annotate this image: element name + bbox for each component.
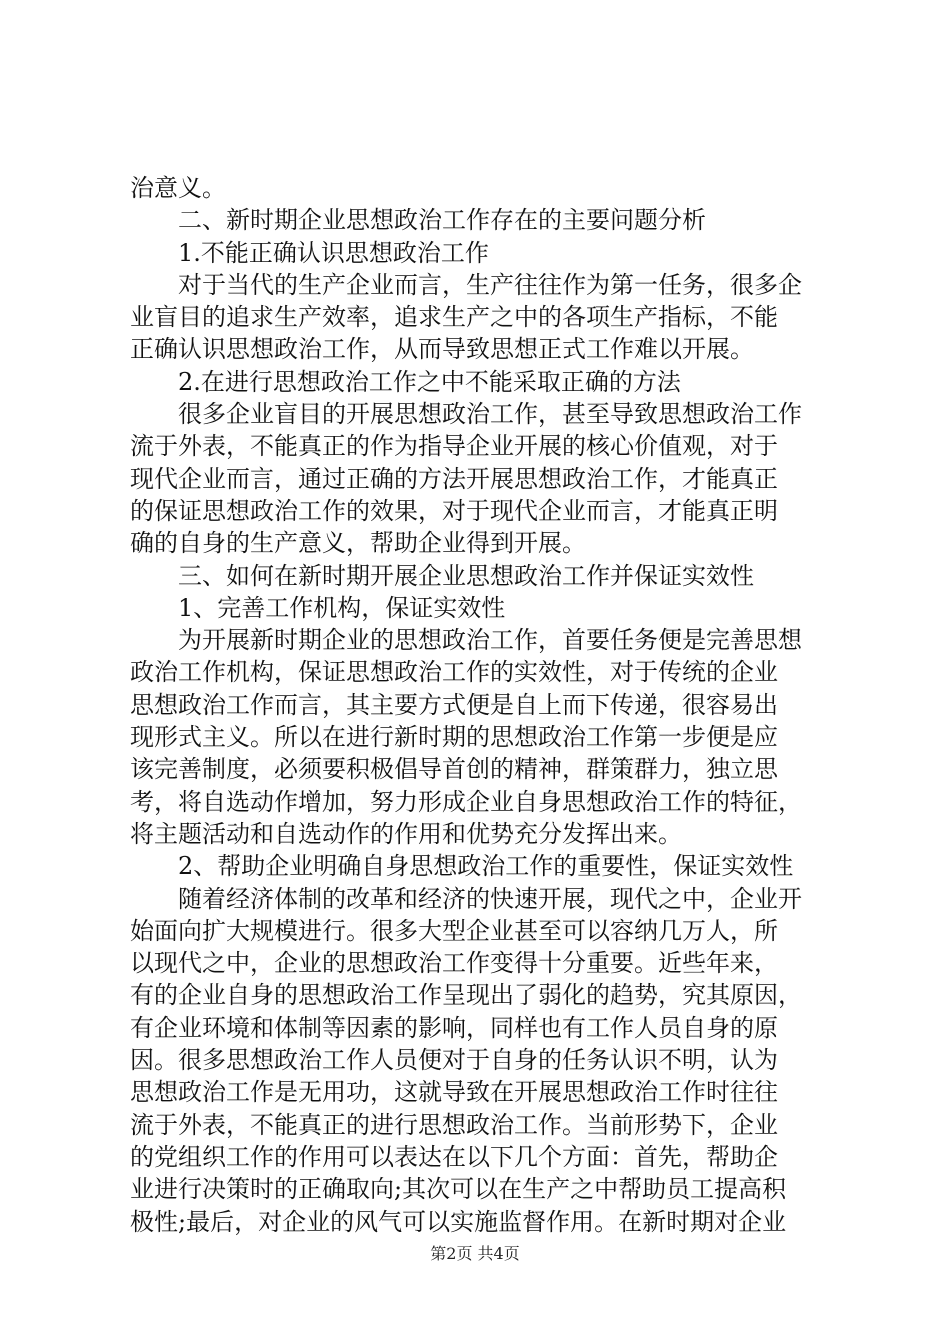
section-heading: 二、新时期企业思想政治工作存在的主要问题分析 (178, 206, 706, 235)
body-line: 业盲目的追求生产效率，追求生产之中的各项生产指标，不能 (130, 303, 778, 332)
body-line: 正确认识思想政治工作，从而导致思想正式工作难以开展。 (130, 335, 754, 364)
subsection-heading: 2、帮助企业明确自身思想政治工作的重要性，保证实效性 (178, 852, 794, 881)
body-line: 流于外表，不能真正的进行思想政治工作。当前形势下，企业 (130, 1110, 778, 1139)
page-footer (0, 1244, 950, 1264)
body-line: 思想政治工作是无用功，这就导致在开展思想政治工作时往往 (130, 1078, 778, 1107)
body-line: 流于外表，不能真正的作为指导企业开展的核心价值观，对于 (130, 432, 778, 461)
body-line: 该完善制度，必须要积极倡导首创的精神，群策群力，独立思 (130, 755, 778, 784)
body-line: 以现代之中，企业的思想政治工作变得十分重要。近些年来， (130, 949, 778, 978)
body-line: 极性;最后，对企业的风气可以实施监督作用。在新时期对企业 (130, 1207, 787, 1236)
document-body (130, 172, 830, 1238)
body-line: 始面向扩大规模进行。很多大型企业甚至可以容纳几万人，所 (130, 916, 778, 945)
subsection-heading: 1.不能正确认识思想政治工作 (178, 238, 489, 267)
body-line: 对于当代的生产企业而言，生产往往作为第一任务，很多企 (178, 270, 802, 299)
section-heading: 三、如何在新时期开展企业思想政治工作并保证实效性 (178, 561, 754, 590)
body-line: 的保证思想政治工作的效果，对于现代企业而言，才能真正明 (130, 496, 778, 525)
body-line: 随着经济体制的改革和经济的快速开展，现代之中，企业开 (178, 884, 802, 913)
body-line: 将主题活动和自选动作的作用和优势充分发挥出来。 (130, 819, 682, 848)
body-line: 考，将自选动作增加，努力形成企业自身思想政治工作的特征， (130, 787, 802, 816)
body-line: 有企业环境和体制等因素的影响，同样也有工作人员自身的原 (130, 1013, 778, 1042)
body-line: 治意义。 (130, 174, 226, 202)
body-line: 有的企业自身的思想政治工作呈现出了弱化的趋势，究其原因， (130, 981, 802, 1010)
body-line: 现形式主义。所以在进行新时期的思想政治工作第一步便是应 (130, 723, 778, 752)
page-number-label: 第2页 共4页 (430, 1244, 520, 1263)
body-line: 因。很多思想政治工作人员便对于自身的任务认识不明，认为 (130, 1046, 778, 1075)
subsection-heading: 2.在进行思想政治工作之中不能采取正确的方法 (178, 367, 681, 396)
subsection-heading: 1、完善工作机构，保证实效性 (178, 593, 506, 622)
body-line: 思想政治工作而言，其主要方式便是自上而下传递，很容易出 (130, 690, 778, 719)
body-line: 业进行决策时的正确取向;其次可以在生产之中帮助员工提高积 (130, 1175, 787, 1204)
body-line: 为开展新时期企业的思想政治工作，首要任务便是完善思想 (178, 626, 802, 655)
body-line: 确的自身的生产意义，帮助企业得到开展。 (130, 529, 586, 558)
body-line: 现代企业而言，通过正确的方法开展思想政治工作，才能真正 (130, 464, 778, 493)
body-line: 政治工作机构，保证思想政治工作的实效性，对于传统的企业 (130, 658, 778, 687)
body-line: 的党组织工作的作用可以表达在以下几个方面：首先，帮助企 (130, 1142, 778, 1171)
body-line: 很多企业盲目的开展思想政治工作，甚至导致思想政治工作 (178, 400, 802, 429)
